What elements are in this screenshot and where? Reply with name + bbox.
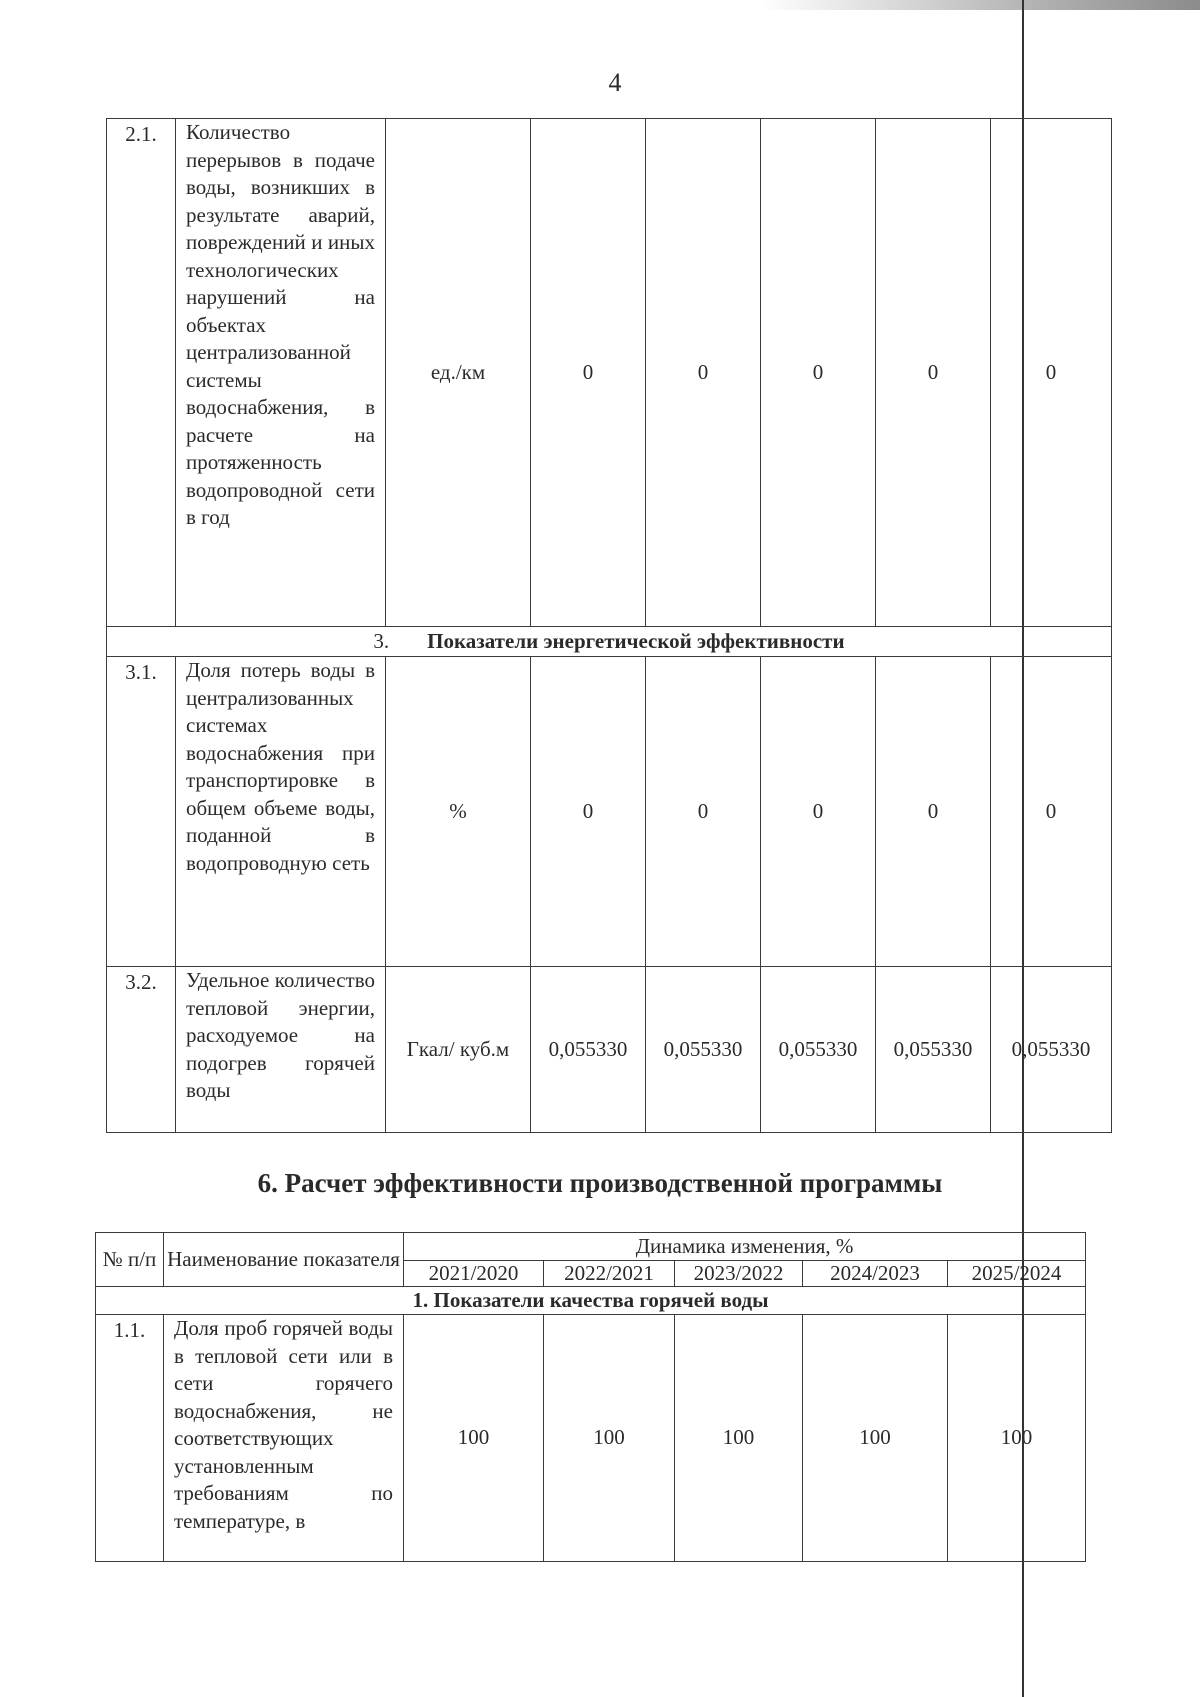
header-period: 2022/2021 xyxy=(544,1261,675,1287)
table-row xyxy=(107,657,1112,967)
value-cell: 0,055330 xyxy=(991,967,1112,1133)
section-heading: 1. Показатели качества горячей воды xyxy=(96,1287,1086,1315)
indicator-name: Количество перерывов в подаче воды, возникших в результате аварий, повреждений и иных технологических нарушений на объектах централизованной системы водоснабжения, в расчете на протяженность водопроводной сети в год xyxy=(176,119,386,627)
value-cell: 100 xyxy=(404,1315,544,1562)
value-cell: 0 xyxy=(531,657,646,967)
header-num: № п/п xyxy=(96,1233,164,1287)
value-cell: 0 xyxy=(991,119,1112,627)
section-heading xyxy=(107,627,1112,657)
scan-edge-shadow xyxy=(760,0,1200,10)
row-number: 2.1. xyxy=(107,119,176,627)
value-cell: 100 xyxy=(948,1315,1086,1562)
value-cell: 0 xyxy=(531,119,646,627)
table-row xyxy=(96,1315,1086,1562)
row-number: 3.1. xyxy=(107,657,176,967)
unit-cell: % xyxy=(386,657,531,967)
unit-cell: Гкал/ куб.м xyxy=(386,967,531,1133)
value-cell: 0 xyxy=(761,119,876,627)
value-cell: 0 xyxy=(876,119,991,627)
value-cell: 0,055330 xyxy=(761,967,876,1133)
header-dynamics: Динамика изменения, % xyxy=(404,1233,1086,1261)
value-cell: 0,055330 xyxy=(531,967,646,1133)
section-row xyxy=(107,627,1112,657)
value-cell: 0 xyxy=(761,657,876,967)
header-row xyxy=(96,1233,1086,1261)
value-cell: 0 xyxy=(876,657,991,967)
table-row xyxy=(107,119,1112,627)
value-cell: 0 xyxy=(646,657,761,967)
section-6-title: 6. Расчет эффективности производственной программы xyxy=(257,1168,943,1198)
section-row xyxy=(96,1287,1086,1315)
unit-cell: ед./км xyxy=(386,119,531,627)
header-period: 2023/2022 xyxy=(675,1261,803,1287)
section-number: 3. xyxy=(373,629,390,653)
value-cell: 0 xyxy=(646,119,761,627)
header-name: Наименование показателя xyxy=(164,1233,404,1287)
header-period: 2021/2020 xyxy=(404,1261,544,1287)
row-number: 3.2. xyxy=(107,967,176,1133)
value-cell: 0,055330 xyxy=(646,967,761,1133)
indicator-name: Удельное количество тепловой энергии, расходуемое на подогрев горячей воды xyxy=(176,967,386,1133)
indicator-name: Доля проб горячей воды в тепловой сети или в сети горячего водоснабжения, не соответствующих установленным требованиям по температуре, в xyxy=(164,1315,404,1562)
table-row xyxy=(107,967,1112,1133)
value-cell: 0 xyxy=(991,657,1112,967)
value-cell: 100 xyxy=(675,1315,803,1562)
section-title: Показатели энергетической эффективности xyxy=(427,629,845,653)
page-number: 4 xyxy=(608,68,622,97)
indicator-name: Доля потерь воды в централизованных системах водоснабжения при транспортировке в общем объеме воды, поданной в водопроводную сеть xyxy=(176,657,386,967)
header-period: 2024/2023 xyxy=(803,1261,948,1287)
indicators-table xyxy=(106,118,1112,1133)
value-cell: 100 xyxy=(803,1315,948,1562)
value-cell: 0,055330 xyxy=(876,967,991,1133)
row-number: 1.1. xyxy=(96,1315,164,1562)
value-cell: 100 xyxy=(544,1315,675,1562)
efficiency-table xyxy=(95,1232,1086,1562)
header-period: 2025/2024 xyxy=(948,1261,1086,1287)
